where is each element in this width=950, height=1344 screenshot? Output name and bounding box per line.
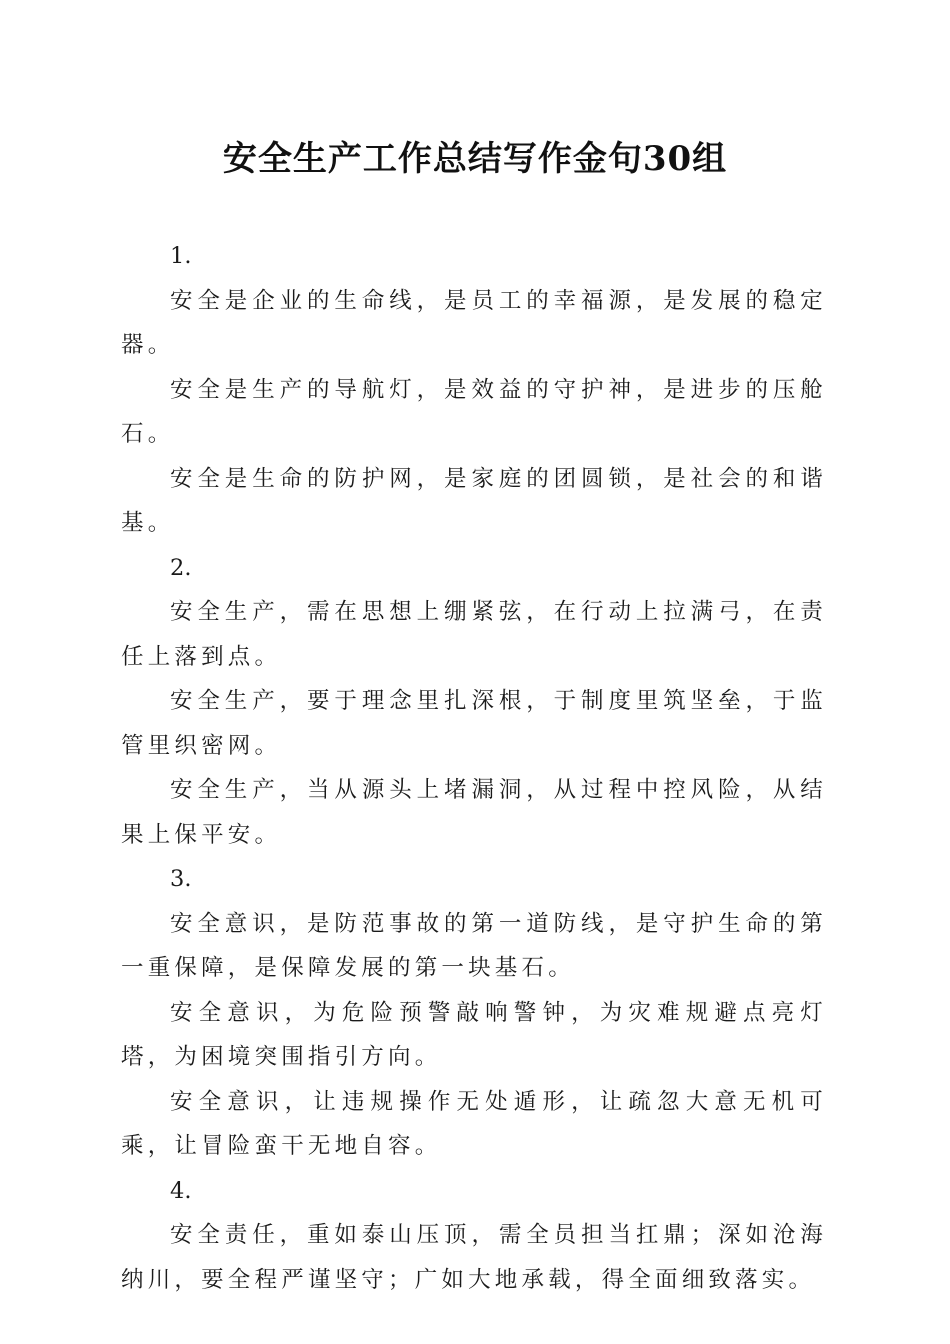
paragraph: 安全是企业的生命线，是员工的幸福源，是发展的稳定器。: [121, 287, 827, 358]
paragraph: 安全意识，是防范事故的第一道防线，是守护生命的第一重保障，是保障发展的第一块基石。: [121, 910, 827, 981]
section-number: 3.: [170, 866, 192, 892]
section-number: 1.: [170, 243, 192, 269]
paragraph: 安全意识，让违规操作无处遁形，让疏忽大意无机可乘，让冒险蛮干无地自容。: [121, 1088, 827, 1159]
section-number: 2.: [170, 554, 192, 581]
paragraph: 安全是生命的防护网，是家庭的团圆锁，是社会的和谐基。: [121, 465, 827, 536]
paragraph: 安全生产，要于理念里扎深根，于制度里筑坚垒，于监管里织密网。: [121, 688, 827, 759]
section-number: 4.: [170, 1177, 192, 1204]
paragraph: 安全生产，当从源头上堵漏洞，从过程中控风险，从结果上保平安。: [121, 777, 827, 848]
page-title: 安全生产工作总结写作金句30组: [222, 139, 728, 179]
document-body: [121, 234, 827, 1302]
paragraph: 安全意识，为危险预警敲响警钟，为灾难规避点亮灯塔，为困境突围指引方向。: [121, 999, 827, 1070]
paragraph: 安全生产，需在思想上绷紧弦，在行动上拉满弓，在责任上落到点。: [121, 599, 827, 670]
paragraph: 安全是生产的导航灯，是效益的守护神，是进步的压舱石。: [121, 376, 827, 447]
paragraph: 安全责任，重如泰山压顶，需全员担当扛鼎；深如沧海纳川，要全程严谨坚守；广如大地承载，得全面细致落实。: [121, 1222, 827, 1293]
